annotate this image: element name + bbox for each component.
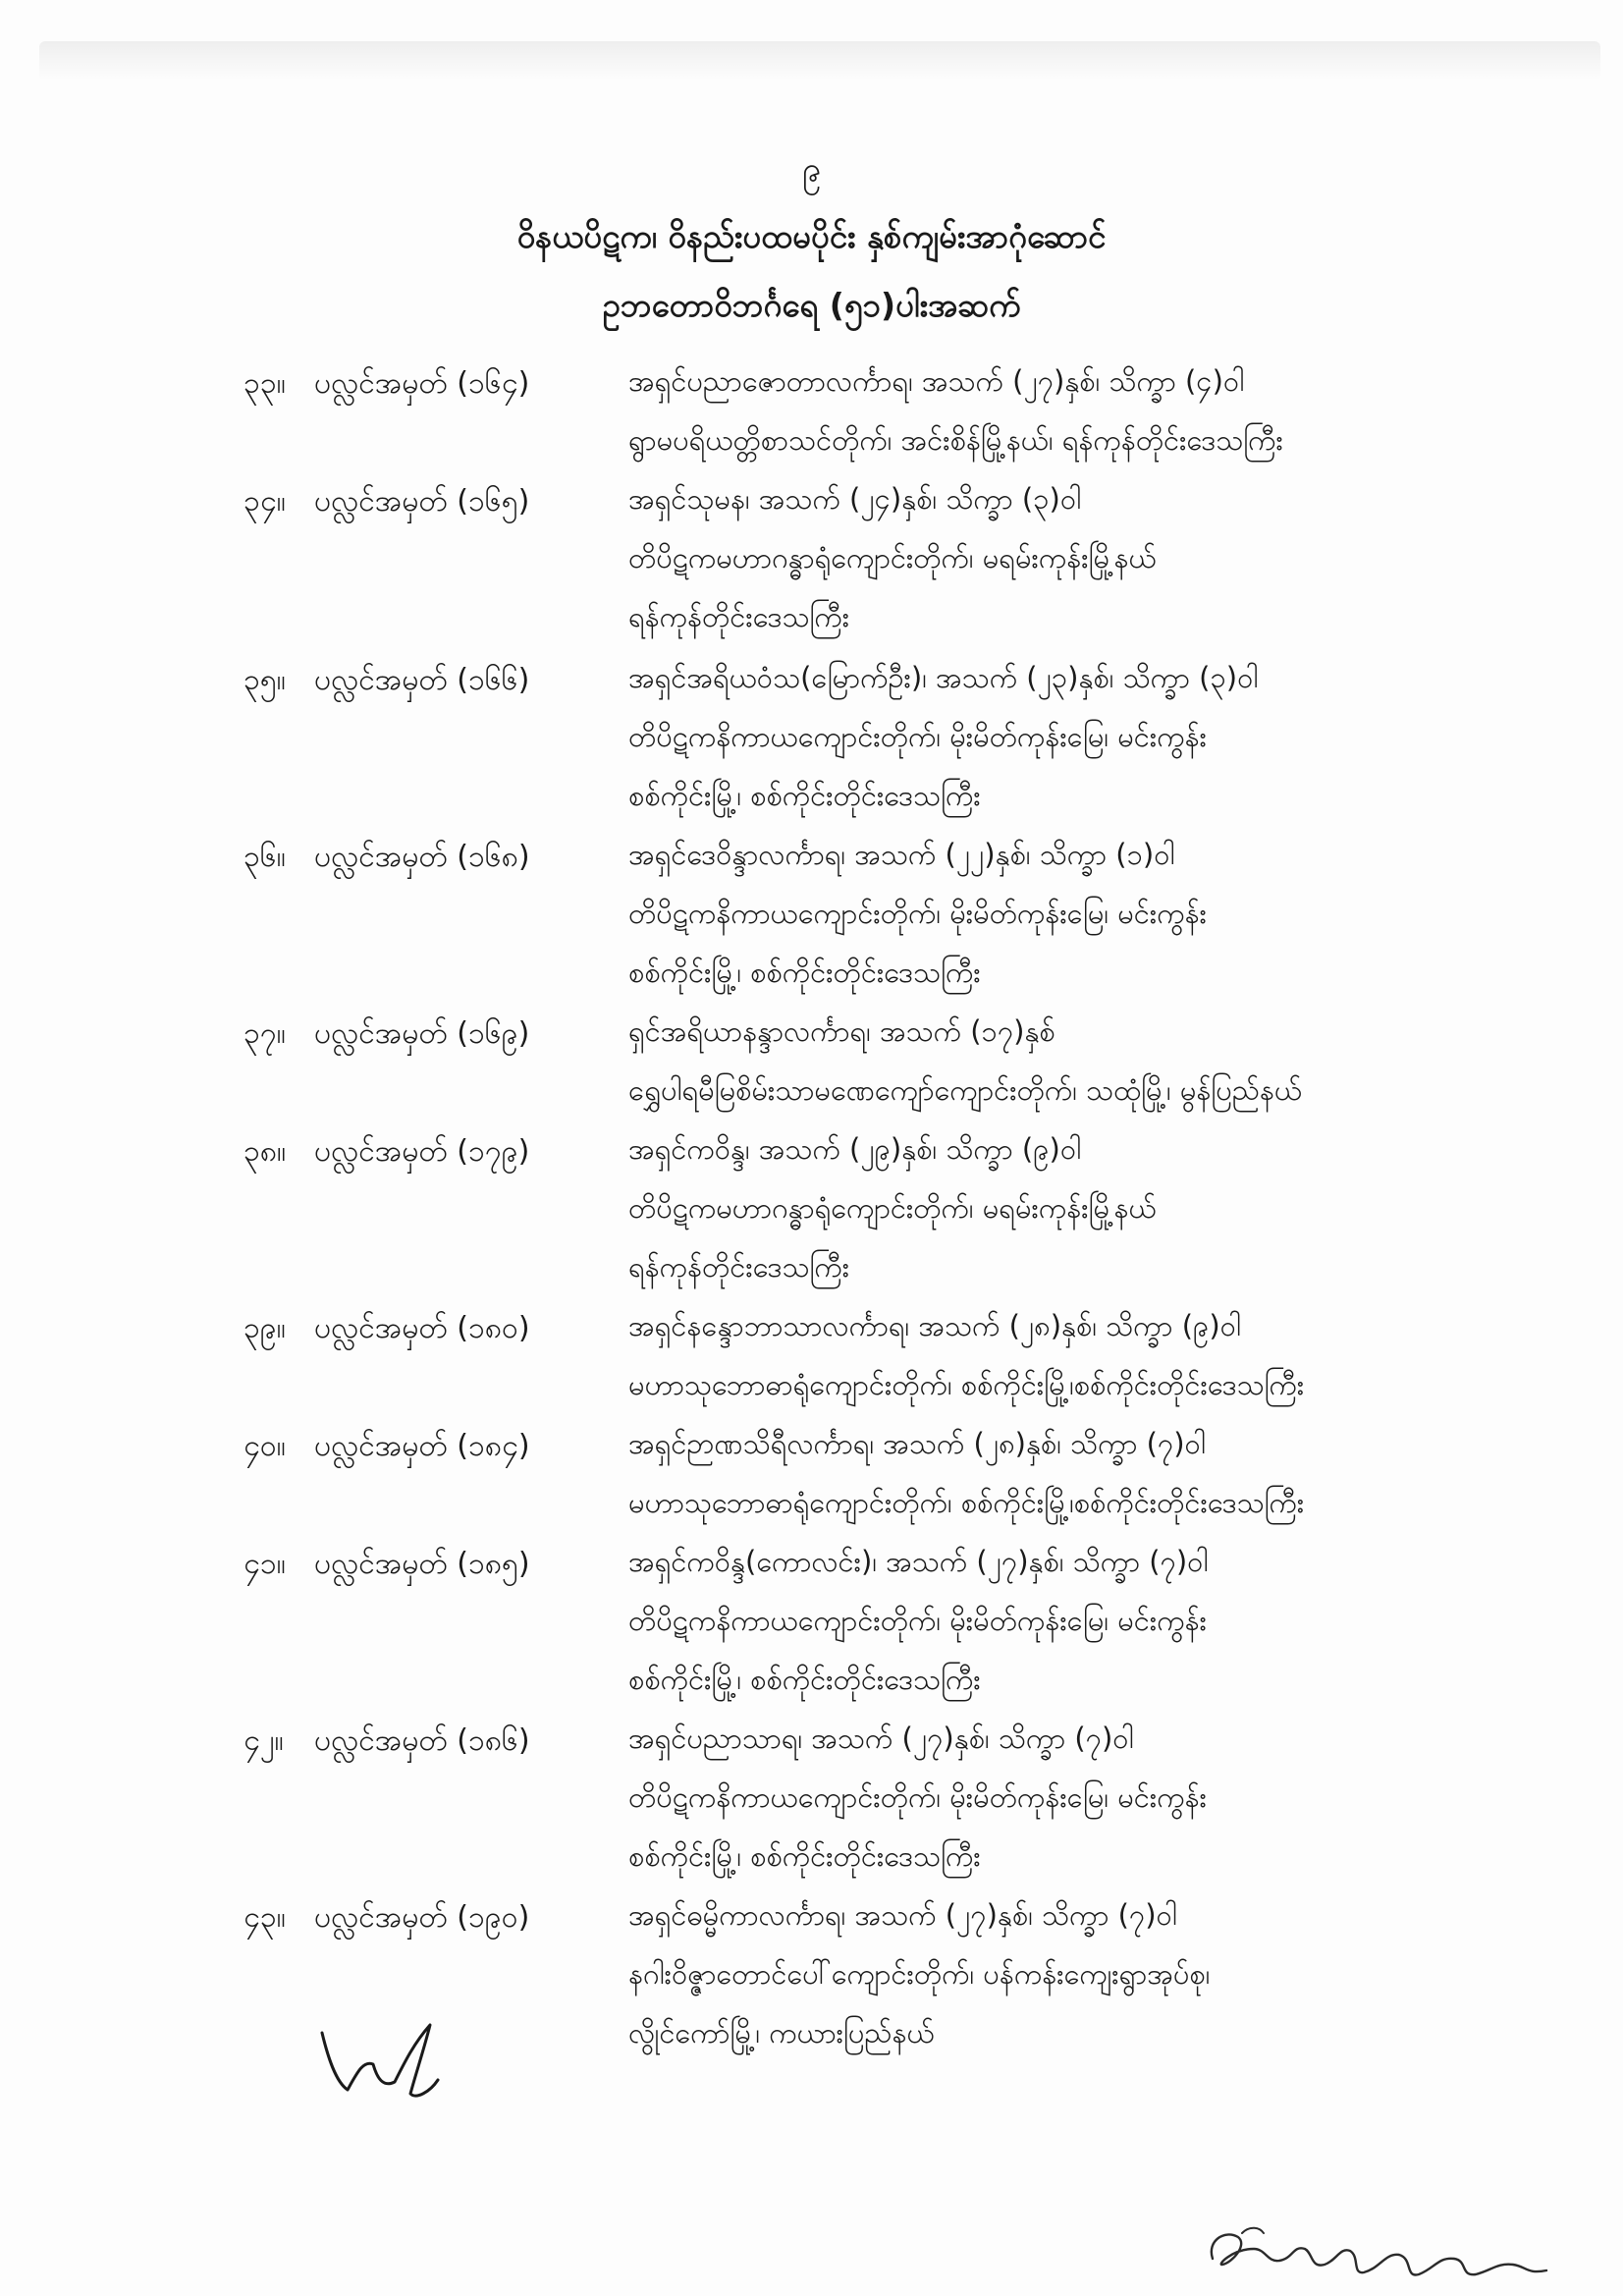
entry-detail-line: မဟာသုဘောဓာရုံကျောင်းတိုက်၊ စစ်ကိုင်းမြို့၊စစ်ကိုင်းတိုင်းဒေသကြီး	[628, 1368, 1305, 1401]
entry-seat-label: ပလ္လင်အမှတ် (၁၉၀)	[314, 1900, 530, 1935]
entry-number: ၃၅။	[243, 663, 286, 697]
entry-number: ၄၁။	[243, 1547, 286, 1581]
entry-detail-line: အရှင်အရိယဝံသ(မြောက်ဦး)၊ အသက် (၂၃)နှစ်၊ သိက္ခာ (၃)ဝါ	[628, 661, 1259, 694]
scan-shadow	[39, 41, 1600, 81]
entry-detail-line: မဟာသုဘောဓာရုံကျောင်းတိုက်၊ စစ်ကိုင်းမြို့၊စစ်ကိုင်းတိုင်းဒေသကြီး	[628, 1486, 1305, 1519]
entry-detail-line: အရှင်နန္ဒောဘာသာလင်္ကာရ၊ အသက် (၂၈)နှစ်၊ သိက္ခာ (၉)ဝါ	[628, 1309, 1241, 1342]
entry-detail-line: နဂါးဝိဇ္ဇာတောင်ပေါ်ကျောင်းတိုက်၊ ပန်ကန်းကျေးရွာအုပ်စု၊	[628, 1957, 1211, 1991]
entry-detail-line: တိပိဋကနိကာယကျောင်းတိုက်၊ မိုးမိတ်ကုန်းမြေ၊ မင်းကွန်း	[628, 897, 1208, 930]
entry-seat-label: ပလ္လင်အမှတ် (၁၈၀)	[314, 1311, 530, 1345]
page-heading-line2: ဥဘတောဝိဘင်္ဂရေ (၅၁)ပါးအဆက်	[602, 286, 1021, 324]
entry-seat-label: ပလ္လင်အမှတ် (၁၆၅)	[314, 484, 530, 519]
entry-detail-line: အရှင်ကဝိန္ဒ၊ အသက် (၂၉)နှစ်၊ သိက္ခာ (၉)ဝါ	[628, 1132, 1082, 1166]
entry-detail-line: တိပိဋကနိကာယကျောင်းတိုက်၊ မိုးမိတ်ကုန်းမြေ၊ မင်းကွန်း	[628, 1780, 1208, 1814]
entry-number: ၄၂။	[243, 1723, 284, 1758]
entry-detail-line: ရှင်အရိယာနန္ဒာလင်္ကာရ၊ အသက် (၁၇)နှစ်	[628, 1014, 1055, 1048]
entry-number: ၃၉။	[243, 1311, 286, 1345]
entry-seat-label: ပလ္လင်အမှတ် (၁၆၈)	[314, 840, 530, 874]
entry-detail-line: စစ်ကိုင်းမြို့၊ စစ်ကိုင်းတိုင်းဒေသကြီး	[628, 956, 981, 989]
entry-number: ၃၈။	[243, 1134, 287, 1169]
entry-seat-label: ပလ္လင်အမှတ် (၁၆၉)	[314, 1016, 530, 1051]
handwritten-initial-mark	[314, 2003, 461, 2111]
entry-seat-label: ပလ္လင်အမှတ် (၁၈၅)	[314, 1547, 530, 1581]
entry-detail-line: တိပိဋကမဟာဂန္ဓာရုံကျောင်းတိုက်၊ မရမ်းကုန်းမြို့နယ်	[628, 541, 1157, 574]
entry-number: ၃၄။	[243, 484, 286, 519]
entry-number: ၃၃။	[243, 366, 286, 401]
entry-detail-line: တိပိဋကနိကာယကျောင်းတိုက်၊ မိုးမိတ်ကုန်းမြေ၊ မင်းကွန်း	[628, 720, 1208, 753]
entry-detail-line: တိပိဋကနိကာယကျောင်းတိုက်၊ မိုးမိတ်ကုန်းမြေ၊ မင်းကွန်း	[628, 1604, 1208, 1637]
entry-detail-line: အရှင်ကဝိန္ဒ(ကောလင်း)၊ အသက် (၂၇)နှစ်၊ သိက္ခာ (၇)ဝါ	[628, 1545, 1209, 1578]
entry-detail-line: ရန်ကုန်တိုင်းဒေသကြီး	[628, 600, 850, 633]
entry-seat-label: ပလ္လင်အမှတ် (၁၈၆)	[314, 1723, 530, 1758]
page-number: ၉	[801, 150, 822, 190]
entry-detail-line: အရှင်ပညာဇောတာလင်္ကာရ၊ အသက် (၂၇)နှစ်၊ သိက္ခာ (၄)ဝါ	[628, 364, 1245, 398]
entry-detail-line: လွိုင်ကော်မြို့၊ ကယားပြည်နယ်	[628, 2016, 935, 2050]
entry-detail-line: စစ်ကိုင်းမြို့၊ စစ်ကိုင်းတိုင်းဒေသကြီး	[628, 1839, 981, 1873]
entry-detail-line: ရန်ကုန်တိုင်းဒေသကြီး	[628, 1250, 850, 1284]
handwritten-signature	[1203, 2219, 1566, 2288]
page-heading-line1: ဝိနယပိဋက၊ ဝိနည်းပထမပိုင်း နှစ်ကျမ်းအာဂုံဆောင်	[516, 217, 1107, 255]
entry-detail-line: အရှင်ဓမ္မိကာလင်္ကာရ၊ အသက် (၂၇)နှစ်၊ သိက္ခာ (၇)ဝါ	[628, 1898, 1177, 1932]
entry-number: ၃၇။	[243, 1016, 286, 1051]
entry-number: ၄၃။	[243, 1900, 286, 1935]
entry-detail-line: အရှင်ဉာဏသိရီလင်္ကာရ၊ အသက် (၂၈)နှစ်၊ သိက္ခာ (၇)ဝါ	[628, 1427, 1206, 1460]
entry-detail-line: ရွာမပရိယတ္တိစာသင်တိုက်၊ အင်းစိန်မြို့နယ်၊ ရန်ကုန်တိုင်းဒေသကြီး	[628, 423, 1283, 457]
entry-seat-label: ပလ္လင်အမှတ် (၁၆၆)	[314, 663, 530, 697]
entry-number: ၄၀။	[243, 1429, 286, 1463]
entry-seat-label: ပလ္လင်အမှတ် (၁၇၉)	[314, 1134, 530, 1169]
entry-detail-line: စစ်ကိုင်းမြို့၊ စစ်ကိုင်းတိုင်းဒေသကြီး	[628, 1663, 981, 1696]
entry-seat-label: ပလ္လင်အမှတ် (၁၆၄)	[314, 366, 530, 401]
entry-detail-line: စစ်ကိုင်းမြို့၊ စစ်ကိုင်းတိုင်းဒေသကြီး	[628, 779, 981, 812]
entry-detail-line: အရှင်သုမန၊ အသက် (၂၄)နှစ်၊ သိက္ခာ (၃)ဝါ	[628, 482, 1082, 516]
entry-detail-line: အရှင်ပညာသာရ၊ အသက် (၂၇)နှစ်၊ သိက္ခာ (၇)ဝါ	[628, 1722, 1134, 1755]
entry-detail-line: ရွှေပါရမီမြစိမ်းသာမဏေကျော်ကျောင်းတိုက်၊ သထုံမြို့၊ မွန်ပြည်နယ်	[628, 1073, 1303, 1107]
entry-detail-line: အရှင်ဒေဝိန္ဒာလင်္ကာရ၊ အသက် (၂၂)နှစ်၊ သိက္ခာ (၁)ဝါ	[628, 838, 1175, 871]
entry-detail-line: တိပိဋကမဟာဂန္ဓာရုံကျောင်းတိုက်၊ မရမ်းကုန်းမြို့နယ်	[628, 1191, 1157, 1225]
entry-number: ၃၆။	[243, 840, 286, 874]
entry-seat-label: ပလ္လင်အမှတ် (၁၈၄)	[314, 1429, 530, 1463]
